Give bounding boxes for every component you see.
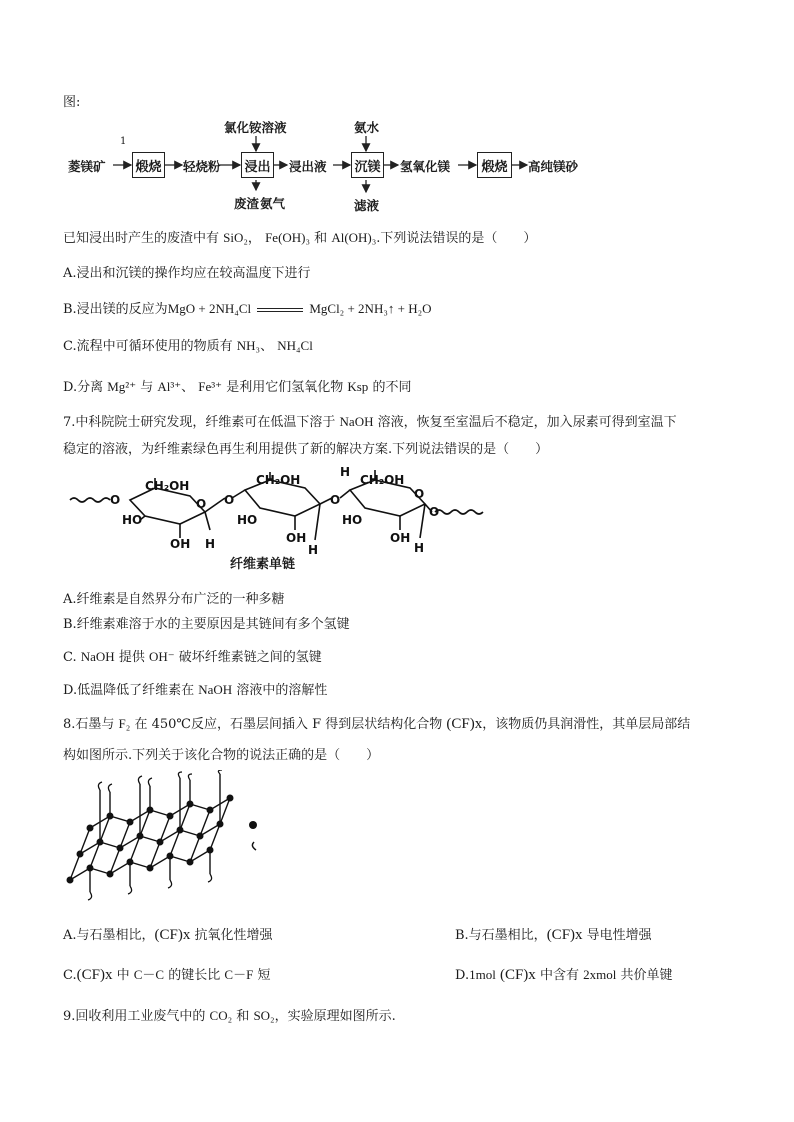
q6-option-d: D.分离 Mg²⁺ 与 Al³⁺、 Fe³⁺ 是利用它们氢氧化物 Ksp 的不同 [63, 379, 412, 395]
chem-1mol: 1mol [469, 967, 496, 982]
flow-light-powder: 轻烧粉 [183, 159, 221, 174]
chem-cfx-d: (CF)x [499, 967, 536, 983]
flow-ammonia-gas: 氨气 [260, 196, 286, 211]
label-ho-2: HO [237, 513, 258, 527]
flow-waste: 废渣 [234, 196, 260, 211]
equation-equals-sign [257, 308, 303, 312]
q8-option-c: C.(CF)x 中 C－C 的键长比 C－F 短 [63, 967, 271, 983]
label-ch2oh-3: CH₂OH [360, 473, 405, 487]
q8-option-a: A.与石墨相比，(CF)x 抗氧化性增强 [63, 927, 273, 943]
q8-option-d: D.1mol (CF)x 中含有 2xmol 共价单键 [455, 967, 673, 983]
chem-naoh-c: NaOH [80, 649, 115, 664]
flow-precip-box: 沉镁 [351, 152, 384, 178]
flow-leach-box: 浸出 [241, 152, 274, 178]
chem-oh-minus: OH⁻ [149, 649, 175, 664]
q6-option-a: A.浸出和沉镁的操作均应在较高温度下进行 [63, 266, 311, 281]
label-h-2: H [308, 543, 319, 557]
q8-stem-line1: 8.石墨与 F₂ 在 450℃反应，石墨层间插入 F 得到层状结构化合物 (CF)x，该物质仍具润滑性，其单层局部结 [63, 716, 691, 732]
label-ho-3: HO [342, 513, 363, 527]
chem-cfx-a: (CF)x [154, 927, 191, 943]
q7-option-b: B.纤维素难溶于水的主要原因是其链间有多个氢键 [63, 617, 350, 632]
label-o-ring1: O [196, 497, 207, 511]
chem-nh3: NH₃ [236, 338, 261, 353]
q7-option-c: C. NaOH 提供 OH⁻ 破坏纤维素链之间的氢键 [63, 649, 322, 665]
chem-so2: SO₂ [253, 1008, 275, 1023]
intro-label: 图: [63, 95, 81, 110]
flow-reagent-nh4cl: 氯化铵溶液 [224, 120, 287, 135]
wavy-bond-right [435, 510, 483, 514]
chem-fe3: Fe³⁺ [198, 379, 223, 394]
chem-f2: F₂ [118, 716, 131, 731]
flow-reagent-ammonia-water: 氨水 [354, 120, 380, 135]
chem-cc-bond: C－C [133, 967, 165, 982]
chem-sio2: SiO₂ [223, 230, 248, 245]
chem-naoh-d: NaOH [198, 682, 233, 697]
chem-cf-bond: C－F [224, 967, 254, 982]
flow-filtrate: 滤液 [354, 198, 380, 213]
label-h-3: H [340, 465, 351, 479]
cellulose-caption: 纤维素单链 [230, 557, 296, 572]
chem-cfx: (CF)x [446, 716, 483, 732]
cf-lattice [60, 770, 280, 910]
flow-leachate: 浸出液 [289, 159, 327, 174]
chem-co2: CO₂ [209, 1008, 233, 1023]
label-o-4: O [429, 505, 440, 519]
flow-raw-material: 菱镁矿 [68, 159, 106, 174]
label-o-ring3: O [414, 487, 425, 501]
q7-option-a: A.纤维素是自然界分布广泛的一种多糖 [63, 592, 285, 607]
label-ch2oh-2: CH₂OH [256, 473, 301, 487]
chem-feoh3: Fe(OH)₃ [265, 230, 311, 245]
chem-naoh: NaOH [339, 414, 374, 429]
label-h-4: H [414, 541, 425, 555]
q6-option-b: B.浸出镁的反应为MgO + 2NH₄Cl MgCl₂ + 2NH₃↑ + H₂O [63, 301, 432, 317]
chem-eq-rhs: MgCl₂ + 2NH₃↑ + H₂O [309, 301, 432, 316]
q7-stem-line2: 稳定的溶液，为纤维素绿色再生利用提供了新的解决方案.下列说法错误的是（ ） [63, 442, 549, 457]
q8-option-b: B.与石墨相比，(CF)x 导电性增强 [455, 927, 652, 943]
q6-option-c: C.流程中可循环使用的物质有 NH₃、 NH₄Cl [63, 338, 313, 354]
flow-mg-hydroxide: 氢氧化镁 [400, 159, 451, 174]
chem-aloh3: Al(OH)₃ [331, 230, 377, 245]
q9-stem: 9.回收利用工业废气中的 CO₂ 和 SO₂，实验原理如图所示. [63, 1008, 396, 1024]
q6-known: 已知浸出时产生的废渣中有 SiO₂， Fe(OH)₃ 和 Al(OH)₃.下列说法错误的是（ ） [63, 230, 537, 246]
q7-stem-line1: 7.中科院院士研究发现，纤维素可在低温下溶于 NaOH 溶液，恢复至室温后不稳定，加入尿素可得到室温下 [63, 414, 677, 430]
chem-2xmol: 2xmol [583, 967, 617, 982]
legend-fluorine-atom [252, 842, 256, 850]
label-o-2: O [224, 493, 235, 507]
flow-product: 高纯镁砂 [528, 159, 579, 174]
label-ho-1: HO [122, 513, 143, 527]
label-oh-2: OH [286, 531, 307, 545]
flow-mark: 1 [120, 136, 127, 147]
flow-arrows [0, 0, 794, 230]
label-ch2oh-1: CH₂OH [145, 479, 190, 493]
q8-stem-line2: 构如图所示.下列关于该化合物的说法正确的是（ ） [63, 748, 380, 763]
label-h-1: H [205, 537, 216, 551]
chem-mg2: Mg²⁺ [107, 379, 137, 394]
legend-carbon-atom [249, 821, 257, 829]
label-o-1: O [110, 493, 121, 507]
chem-eq-lhs: MgO + 2NH₄Cl [167, 301, 252, 316]
flow-calcine-box-2: 煅烧 [477, 152, 512, 178]
label-oh-1: OH [170, 537, 191, 551]
chem-ksp: Ksp [347, 379, 369, 394]
chem-cfx-c: (CF)x [76, 967, 113, 983]
q7-option-d: D.低温降低了纤维素在 NaOH 溶液中的溶解性 [63, 682, 328, 698]
chem-al3: Al³⁺ [157, 379, 182, 394]
chem-cfx-b: (CF)x [546, 927, 583, 943]
flow-calcine-box-1: 煅烧 [132, 152, 165, 178]
label-oh-3: OH [390, 531, 411, 545]
label-o-3: O [330, 493, 341, 507]
chem-nh4cl: NH₄Cl [277, 338, 313, 353]
wavy-bond-left [70, 498, 110, 502]
